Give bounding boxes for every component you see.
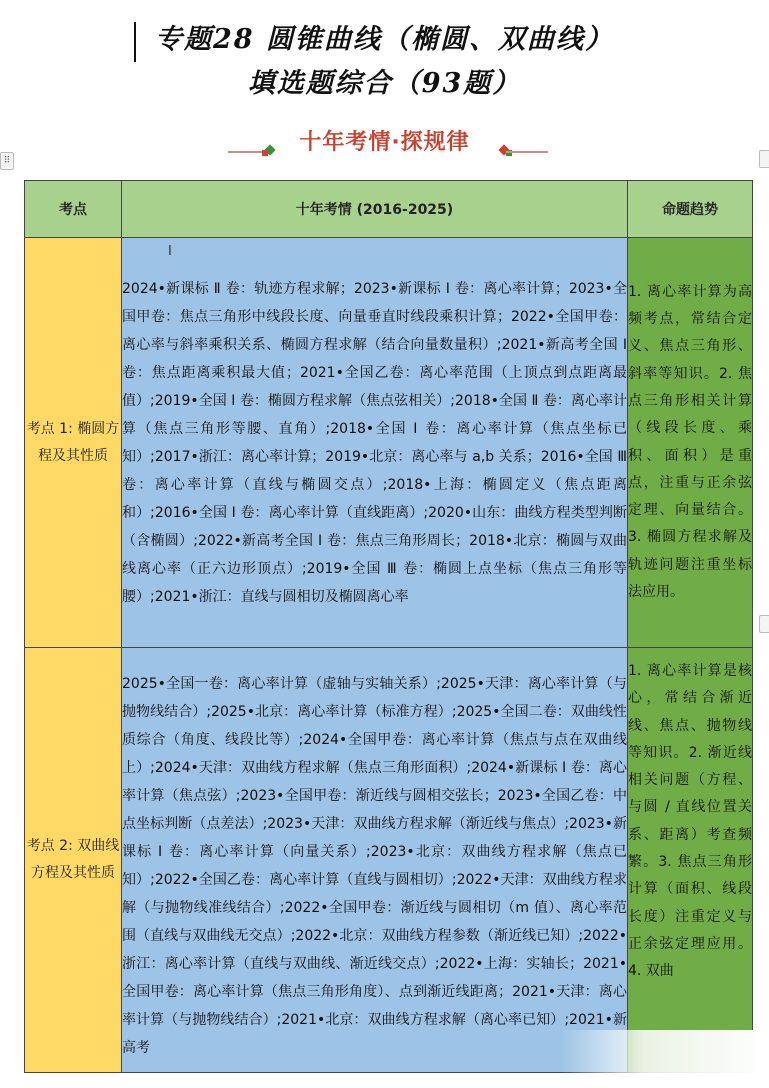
decorative-line-right [506, 151, 548, 153]
point-cell: 考点 1: 椭圆方程及其性质 [25, 238, 122, 648]
trend-cell: 1. 离心率计算为高频考点，常结合定义、焦点三角形、斜率等知识。2. 焦点三角形相关计算（线段长度、乘积、面积）是重点，注重与正余弦定理、向量结合。3. 椭圆方程求解及轨迹问题注重坐标法应用。 [628, 238, 753, 648]
header-trend: 命题趋势 [628, 181, 753, 238]
document-title [0, 18, 769, 106]
table-row [25, 648, 753, 1073]
table-header-row [25, 181, 753, 238]
table-move-handle-icon[interactable]: ⠿ [0, 152, 14, 170]
exam-analysis-table [24, 180, 753, 1073]
trend-cell: 1. 离心率计算是核心，常结合渐近线、焦点、抛物线等知识。2. 渐近线相关问题（方程、与圆 / 直线位置关系、距离）考查频繁。3. 焦点三角形计算（面积、线段长度）注重定义与正余弦定理应用。4. 双曲 [628, 648, 753, 1073]
title-line-1: 专题28 圆锥曲线（椭圆、双曲线） [155, 24, 614, 55]
page-scroll-handle-lower-icon[interactable] [759, 615, 769, 633]
title-line-2: 填选题综合（93题） [247, 68, 522, 99]
ibeam-cursor-icon: I [168, 244, 172, 259]
table-row [25, 238, 753, 648]
section-banner [0, 125, 769, 156]
point-cell: 考点 2: 双曲线方程及其性质 [25, 648, 122, 1073]
header-history: 十年考情 (2016-2025) [122, 181, 628, 238]
page-scroll-handle-icon[interactable] [759, 150, 769, 168]
bottom-fade-overlay [560, 1030, 769, 1088]
section-subtitle: 十年考情·探规律 [299, 130, 470, 155]
history-cell[interactable]: 2025•全国一卷：离心率计算（虚轴与实轴关系）;2025•天津：离心率计算（与抛物线结合）;2025•北京：离心率计算（标准方程）;2025•全国二卷：双曲线性质综合（角度、线段比等）;2024•全国甲卷：离心率计算（焦点与点在双曲线上）;2024•天津：双曲线方程求解（焦点三角形面积）;2024•新课标 Ⅰ 卷：离心率计算（焦点弦）;2023•全国甲卷：渐近线与圆相交弦长；2023•全国乙卷：中点坐标判断（点差法）;2023•天津：双曲线方程求解（渐近线与焦点）;2023•新课标 Ⅰ 卷：离心率计算（向量关系）;2023•北京：双曲线方程求解（焦点已知）;2022•全国乙卷：离心率计算（直线与圆相切）;2022•天津：双曲线方程求解（与抛物线准线结合）;2022•全国甲卷：渐近线与圆相切（m 值）、离心率范围（直线与双曲线无交点）;2022•北京：双曲线方程参数（渐近线已知）;2022•浙江：离心率计算（直线与双曲线、渐近线交点）;2022•上海：实轴长；2021•全国甲卷：离心率计算（焦点三角形角度）、点到渐近线距离；2021•天津：离心率计算（与抛物线结合）;2021•北京：双曲线方程求解（离心率已知）;2021•新高考 [122, 648, 628, 1073]
history-cell[interactable]: 2024•新课标 Ⅱ 卷：轨迹方程求解；2023•新课标 Ⅰ 卷：离心率计算；2023•全国甲卷：焦点三角形中线段长度、向量垂直时线段乘积计算；2022•全国甲卷：离心率与斜率乘积关系、椭圆方程求解（结合向量数量积）;2021•新高考全国 Ⅰ 卷：焦点距离乘积最大值；2021•全国乙卷：离心率范围（上顶点到点距离最值）;2019•全国 Ⅰ 卷：椭圆方程求解（焦点弦相关）;2018•全国 Ⅱ 卷：离心率计算（焦点三角形等腰、直角）;2018•全国 Ⅰ 卷：离心率计算（焦点坐标已知）;2017•浙江：离心率计算；2019•北京：离心率与 a,b 关系；2016•全国 Ⅲ 卷：离心率计算（直线与椭圆交点）;2018•上海：椭圆定义（焦点距离和）;2016•全国 Ⅰ 卷：离心率计算（直线距离）;2020•山东：曲线方程类型判断（含椭圆）;2022•新高考全国 Ⅰ 卷：焦点三角形周长；2018•北京：椭圆与双曲线离心率（正六边形顶点）;2019•全国 Ⅲ 卷：椭圆上点坐标（焦点三角形等腰）;2021•浙江：直线与圆相切及椭圆离心率 [122, 238, 628, 648]
header-point: 考点 [25, 181, 122, 238]
